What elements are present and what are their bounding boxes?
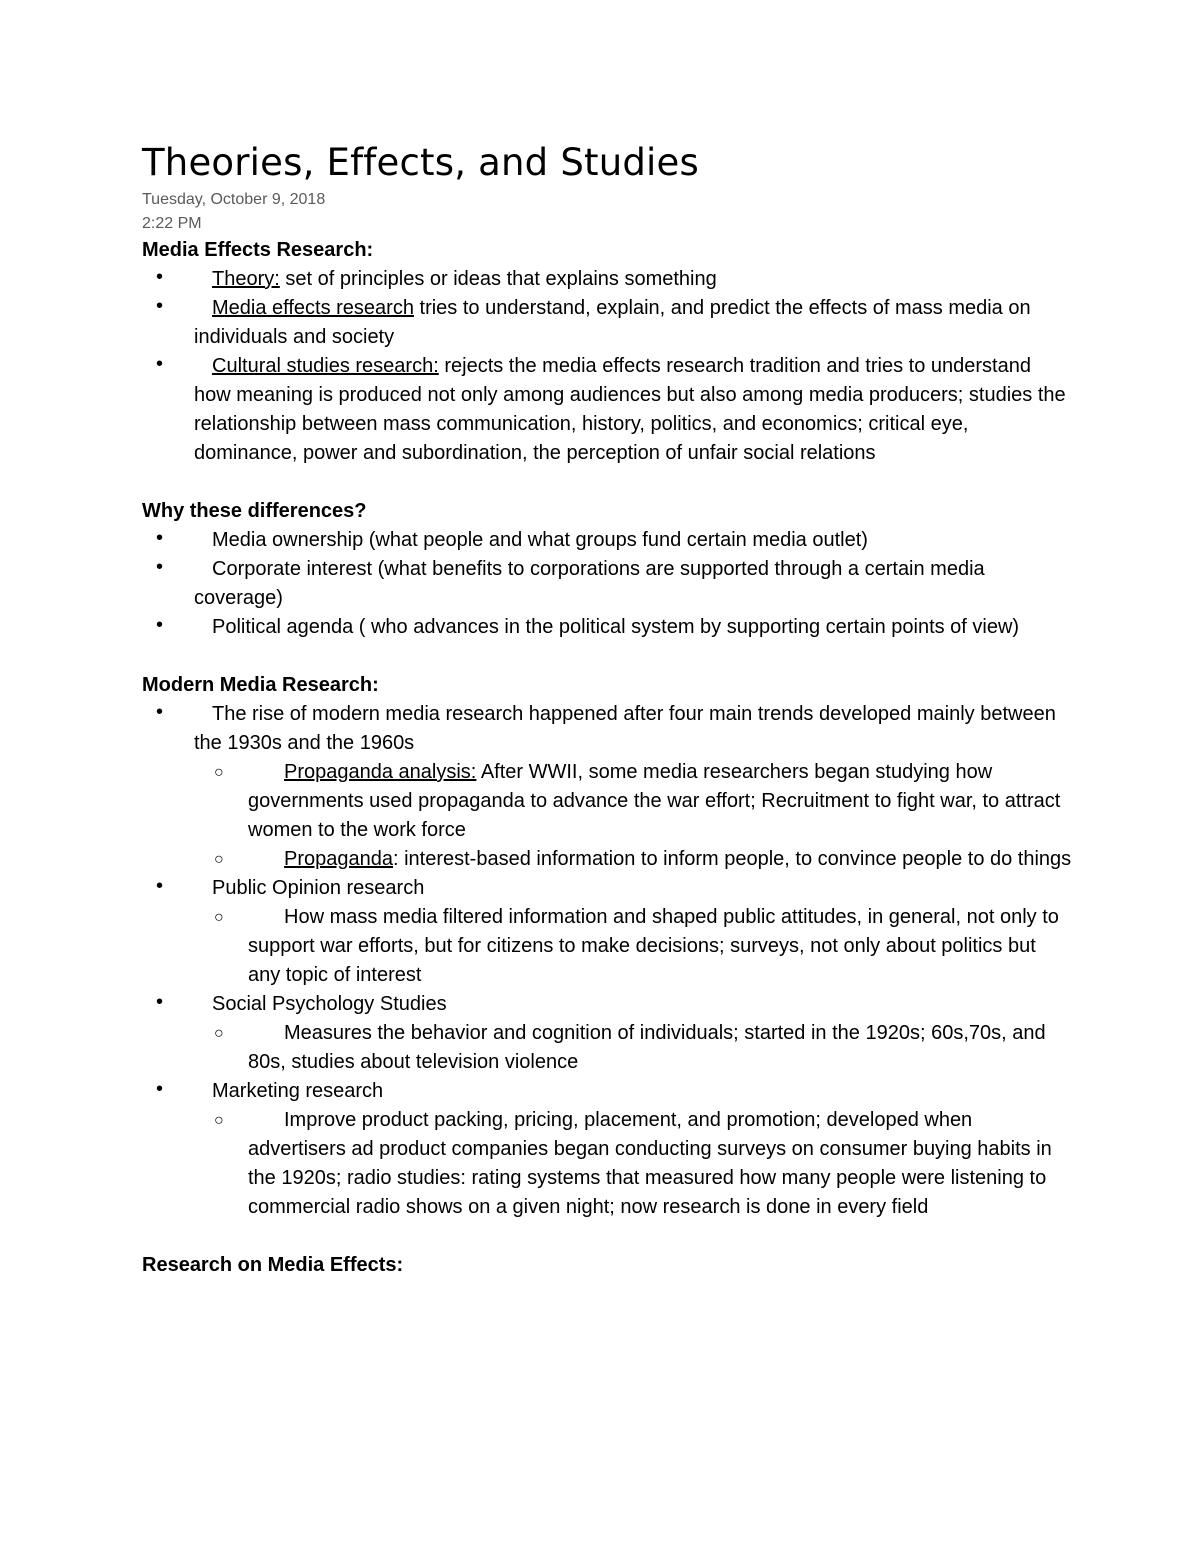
note-time: 2:22 PM — [142, 215, 202, 232]
list-item — [142, 1077, 1072, 1222]
sub-item-content — [248, 758, 1072, 845]
list-item — [142, 555, 1072, 613]
circle-bullet-icon: ○ — [214, 909, 224, 926]
bullet-icon: • — [156, 991, 164, 1013]
section-heading: Modern Media Research: — [142, 674, 379, 696]
item-text: The rise of modern media research happened after four main trends developed mainly between the 1930s and the 1960s — [194, 703, 1056, 754]
item-text: After WWII, some media researchers began studying how governments used propaganda to advance the war effort; Recruitment to fight war, to attract women to the work force — [248, 761, 1061, 841]
sub-list-item — [196, 1019, 1072, 1077]
section-heading: Why these differences? — [142, 500, 367, 522]
sub-list-item — [196, 903, 1072, 990]
sub-item-content — [248, 903, 1072, 990]
item-text: Media ownership (what people and what groups fund certain media outlet) — [212, 529, 868, 551]
term: Media effects research — [212, 297, 414, 319]
circle-bullet-icon: ○ — [214, 764, 224, 781]
item-text: How mass media filtered information and shaped public attitudes, in general, not only to support war efforts, but for citizens to make decisions; surveys, not only about politics but any topic of interest — [248, 906, 1059, 986]
list-item — [142, 526, 1072, 555]
sub-item-content — [248, 1106, 1072, 1222]
circle-bullet-icon: ○ — [214, 851, 224, 868]
bullet-list — [142, 526, 1072, 642]
sub-list-item — [196, 845, 1072, 874]
sub-list — [196, 1019, 1072, 1077]
item-text: Public Opinion research — [212, 877, 425, 899]
item-text: : interest-based information to inform people, to convince people to do things — [392, 848, 1072, 870]
term: Theory: — [212, 268, 280, 290]
spacer — [142, 468, 1072, 497]
bullet-list — [142, 265, 1072, 468]
list-item — [142, 613, 1072, 642]
item-content — [194, 526, 1072, 555]
list-item — [142, 700, 1072, 874]
item-text: Measures the behavior and cognition of individuals; started in the 1920s; 60s,70s, and 80s, studies about television violence — [248, 1022, 1046, 1073]
item-content — [194, 294, 1072, 352]
spacer — [142, 642, 1072, 671]
section-heading: Research on Media Effects: — [142, 1254, 404, 1276]
item-content — [194, 555, 1072, 613]
list-item — [142, 874, 1072, 990]
item-content — [194, 700, 1072, 758]
bullet-icon: • — [156, 1078, 164, 1100]
page-title: Theories, Effects, and Studies — [142, 141, 699, 184]
list-item — [142, 990, 1072, 1077]
item-text: Political agenda ( who advances in the political system by supporting certain points of view) — [212, 616, 1020, 638]
sub-list — [196, 758, 1072, 874]
item-content — [194, 352, 1072, 468]
bullet-icon: • — [156, 266, 164, 288]
item-text: Corporate interest (what benefits to corporations are supported through a certain media coverage) — [194, 558, 985, 609]
circle-bullet-icon: ○ — [214, 1112, 224, 1129]
item-text: tries to understand, explain, and predict the effects of mass media on individuals and society — [194, 297, 1031, 348]
spacer — [142, 1222, 1072, 1251]
item-content — [194, 265, 1072, 294]
term: Propaganda analysis: — [284, 761, 477, 783]
item-text: Marketing research — [212, 1080, 384, 1102]
item-text: set of principles or ideas that explains something — [279, 268, 717, 290]
item-content — [194, 1077, 1072, 1106]
sub-list — [196, 903, 1072, 990]
bullet-icon: • — [156, 295, 164, 317]
bullet-list — [142, 700, 1072, 1222]
sub-item-content — [248, 845, 1072, 874]
bullet-icon: • — [156, 353, 164, 375]
bullet-icon: • — [156, 556, 164, 578]
term: Propaganda — [284, 848, 393, 870]
bullet-icon: • — [156, 527, 164, 549]
sub-list — [196, 1106, 1072, 1222]
item-text: Improve product packing, pricing, placement, and promotion; developed when advertisers ad product companies began conducting surveys on consumer buying habits in the 1920s; radio studies: rating systems that measured how many people were listening to commercial radio shows on a given night; now research is done in every field — [248, 1109, 1052, 1218]
note-date: Tuesday, October 9, 2018 — [142, 191, 326, 208]
sub-list-item — [196, 1106, 1072, 1222]
item-content — [194, 874, 1072, 903]
list-item — [142, 265, 1072, 294]
section-heading: Media Effects Research: — [142, 239, 374, 261]
bullet-icon: • — [156, 614, 164, 636]
item-text: Social Psychology Studies — [212, 993, 447, 1015]
item-text: rejects the media effects research tradition and tries to understand how meaning is produced not only among audiences but also among media producers; studies the relationship between mass communication, history, politics, and economics; critical eye, dominance, power and subordination, the perception of unfair social relations — [194, 355, 1066, 464]
term: Cultural studies research: — [212, 355, 439, 377]
list-item — [142, 352, 1072, 468]
item-content — [194, 613, 1072, 642]
note-page — [142, 140, 1072, 1280]
sub-item-content — [248, 1019, 1072, 1077]
circle-bullet-icon: ○ — [214, 1025, 224, 1042]
item-content — [194, 990, 1072, 1019]
list-item — [142, 294, 1072, 352]
bullet-icon: • — [156, 701, 164, 723]
sub-list-item — [196, 758, 1072, 845]
bullet-icon: • — [156, 875, 164, 897]
note-body — [142, 236, 1072, 1280]
